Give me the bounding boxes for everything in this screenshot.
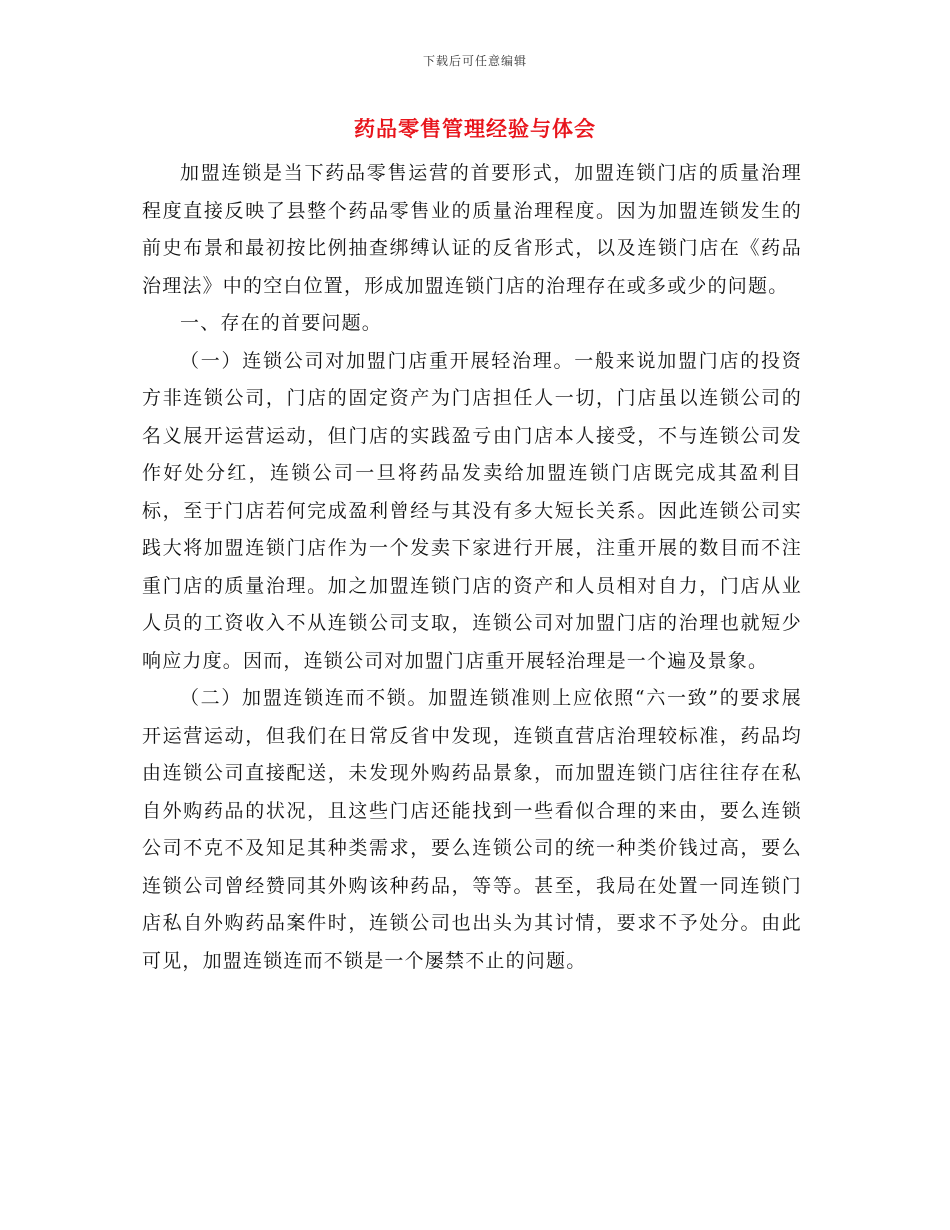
document-body <box>142 155 802 980</box>
paragraph-problem-2: （二）加盟连锁连而不锁。加盟连锁准则上应依照“六一致”的要求展开运营运动，但我们在日常反省中发现，连锁直营店治理较标准，药品均由连锁公司直接配送，未发现外购药品景象，而加盟连锁门店往往存在私自外购药品的状况，且这些门店还能找到一些看似合理的来由，要么连锁公司不克不及知足其种类需求，要么连锁公司的统一种类价钱过高，要么连锁公司曾经赞同其外购该种药品，等等。甚至，我局在处置一同连锁门店私自外购药品案件时，连锁公司也出头为其讨情，要求不予处分。由此可见，加盟连锁连而不锁是一个屡禁不止的问题。 <box>142 687 802 972</box>
paragraph-problem-1: （一）连锁公司对加盟门店重开展轻治理。一般来说加盟门店的投资方非连锁公司，门店的固定资产为门店担任人一切，门店虽以连锁公司的名义展开运营运动，但门店的实践盈亏由门店本人接受，不与连锁公司发作好处分红，连锁公司一旦将药品发卖给加盟连锁门店既完成其盈利目标，至于门店若何完成盈利曾经与其没有多大短长关系。因此连锁公司实践大将加盟连锁门店作为一个发卖下家进行开展，注重开展的数目而不注重门店的质量治理。加之加盟连锁门店的资产和人员相对自力，门店从业人员的工资收入不从连锁公司支取，连锁公司对加盟门店的治理也就短少响应力度。因而，连锁公司对加盟门店重开展轻治理是一个遍及景象。 <box>142 349 802 672</box>
document-title: 药品零售管理经验与体会 <box>354 116 596 141</box>
paragraph-intro: 加盟连锁是当下药品零售运营的首要形式，加盟连锁门店的质量治理程度直接反映了县整个药品零售业的质量治理程度。因为加盟连锁发生的前史布景和最初按比例抽查绑缚认证的反省形式，以及连锁门店在《药品治理法》中的空白位置，形成加盟连锁门店的治理存在或多或少的问题。 <box>142 162 802 297</box>
page-header-note: 下载后可任意编辑 <box>422 54 527 68</box>
section-heading-problems: 一、存在的首要问题。 <box>180 312 383 334</box>
